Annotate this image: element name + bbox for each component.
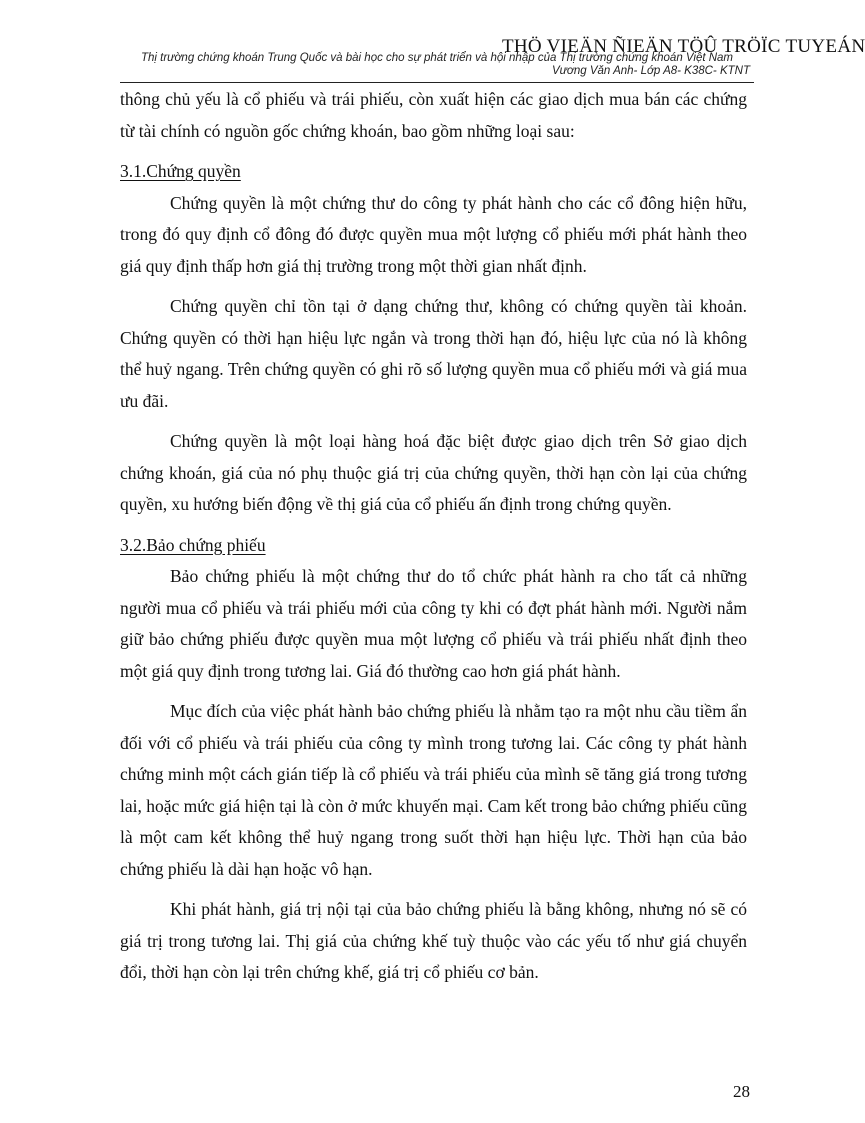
header-divider — [120, 82, 754, 83]
header-document-title: Thị trường chứng khoán Trung Quốc và bài học cho sự phát triển và hội nhập của Thị trường chứng khoán Việt Nam — [140, 52, 734, 64]
running-header — [120, 52, 754, 78]
library-watermark: THÖ VIEÄN ÑIEÄN TÖÛ TRÖÏC TUYEÁN — [502, 36, 865, 57]
paragraph: Khi phát hành, giá trị nội tại của bảo chứng phiếu là bằng không, nhưng nó sẽ có giá trị trong tương lai. Thị giá của chứng khế tuỳ thuộc vào các yếu tố như giá chuyển đổi, thời hạn còn lại trên chứng khế, giá trị cổ phiếu cơ bản. — [120, 899, 747, 982]
intro-paragraph: thông chủ yếu là cổ phiếu và trái phiếu, còn xuất hiện các giao dịch mua bán các chứng từ tài chính có nguồn gốc chứng khoán, bao gồm những loại sau: — [120, 89, 747, 141]
paragraph: Chứng quyền là một loại hàng hoá đặc biệt được giao dịch trên Sở giao dịch chứng khoán, giá của nó phụ thuộc giá trị của chứng quyền, thời hạn còn lại của chứng quyền, xu hướng biến động về thị giá của cổ phiếu ấn định trong chứng quyền. — [120, 431, 747, 514]
paragraph: Chứng quyền chỉ tồn tại ở dạng chứng thư, không có chứng quyền tài khoản. Chứng quyền có thời hạn hiệu lực ngắn và trong thời hạn đó, hiệu lực của nó là không thể huỷ ngang. Trên chứng quyền có ghi rõ số lượng quyền mua cổ phiếu mới và giá mua ưu đãi. — [120, 296, 747, 411]
page-body — [120, 84, 747, 989]
section-heading-bao-chung-phieu: 3.2.Bảo chứng phiếu — [120, 534, 266, 555]
paragraph: Mục đích của việc phát hành bảo chứng phiếu là nhằm tạo ra một nhu cầu tiềm ẩn đối với cổ phiếu và trái phiếu của công ty mình trong tương lai. Các công ty phát hành chứng minh một cách gián tiếp là cổ phiếu và trái phiếu của mình sẽ tăng giá trong tương lai, hoặc mức giá hiện tại là còn ở mức khuyến mại. Cam kết trong bảo chứng phiếu cũng là một cam kết không thể huỷ ngang trong suốt thời hạn hiệu lực. Thời hạn của bảo chứng phiếu là dài hạn hoặc vô hạn. — [120, 701, 747, 879]
page-number: 28 — [733, 1082, 750, 1101]
section-heading-chung-quyen: 3.1.Chứng quyền — [120, 161, 241, 181]
paragraph: Chứng quyền là một chứng thư do công ty phát hành cho các cổ đông hiện hữu, trong đó quy định cổ đông đó được quyền mua một lượng cổ phiếu mới phát hành theo giá quy định thấp hơn giá thị trường trong một thời gian nhất định. — [120, 192, 747, 276]
header-author-line: Vương Văn Anh- Lớp A8- K38C- KTNT — [551, 65, 750, 77]
paragraph: Bảo chứng phiếu là một chứng thư do tổ chức phát hành ra cho tất cả những người mua cổ phiếu và trái phiếu mới của công ty khi có đợt phát hành mới. Người nắm giữ bảo chứng phiếu được quyền mua một lượng cổ phiếu và trái phiếu nhất định theo một giá quy định trong tương lai. Giá đó thường cao hơn giá phát hành. — [120, 566, 747, 681]
